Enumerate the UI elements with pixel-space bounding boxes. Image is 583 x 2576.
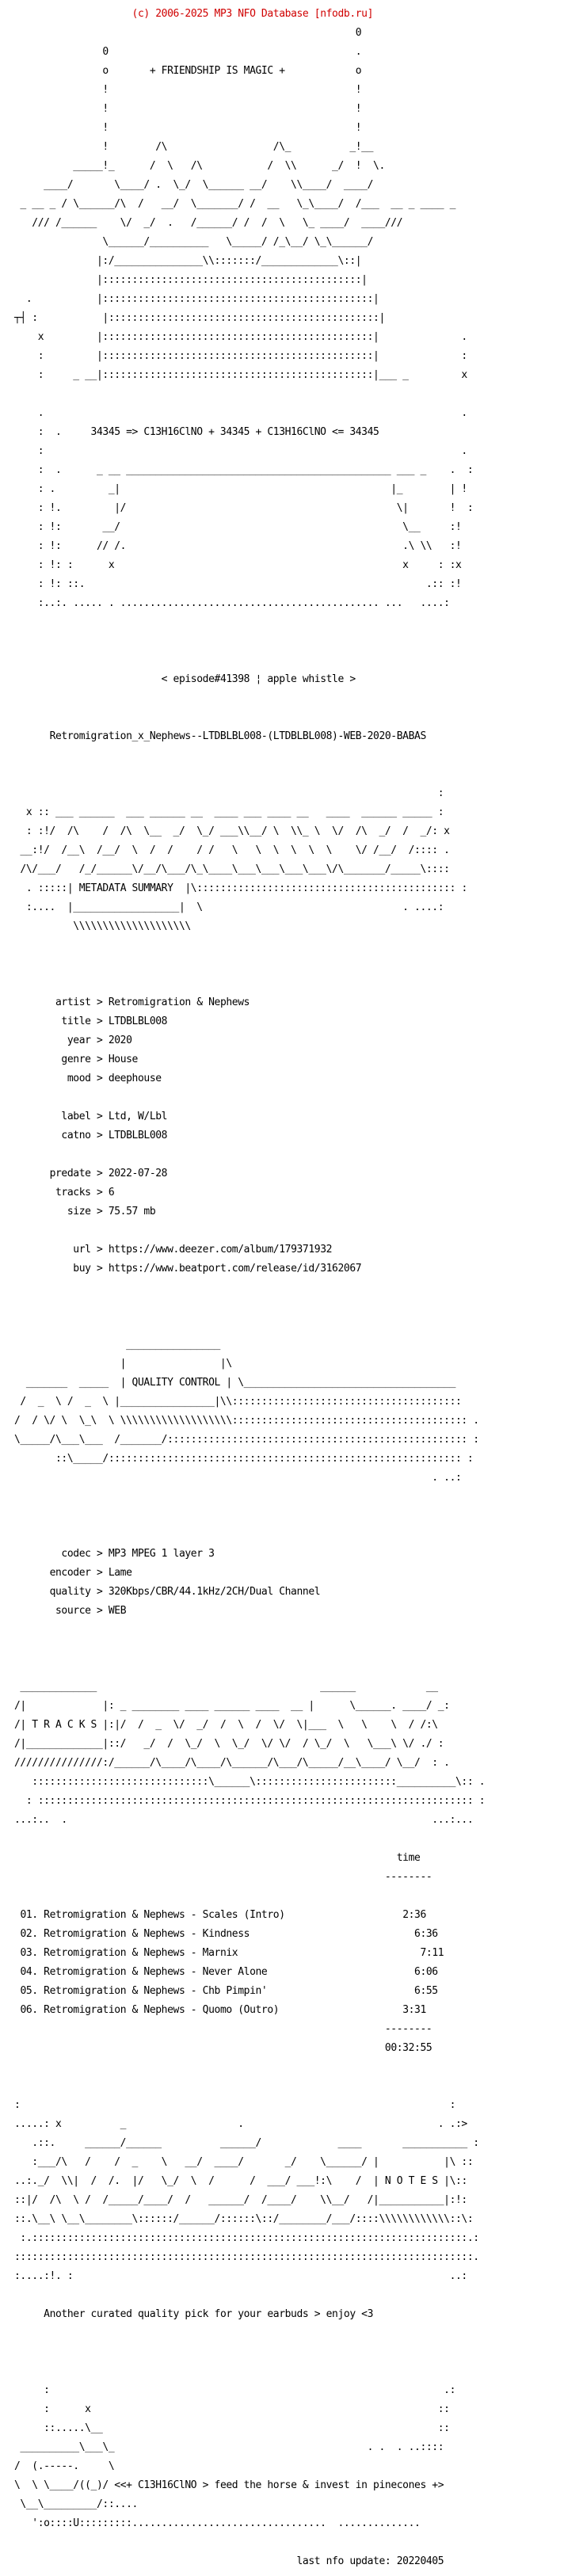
- metadata-art: x :: ___ ______ ___ ______ __ ____ ___ ____ __ ____ ______ _____ :: [14, 806, 444, 818]
- spacer: [14, 2367, 485, 2376]
- release-name-line: [14, 732, 485, 741]
- banner-art: ! !: [14, 122, 362, 134]
- spacer: [14, 2291, 485, 2300]
- tracks-art: ...:.. . ...:...: [14, 1814, 474, 1826]
- track-row: [14, 2006, 485, 2015]
- notes-art: ::.\__\ \__\________\::::::/______/::::::\::/________/___/::::\\\\\\\\\\\\::\:: [14, 2213, 474, 2225]
- spacer: [14, 1492, 485, 1502]
- notes-art: :.::::::::::::::::::::::::::::::::::::::::::::::::::::::::::::::::::::::::::.:: [14, 2232, 479, 2244]
- quality-quality-value: quality > 320Kbps/CBR/44.1kHz/2CH/Dual Channel: [49, 1586, 321, 1598]
- track-time: 6:06: [414, 1966, 438, 1978]
- footer-art: \__\_________/::....: [14, 2498, 138, 2510]
- meta-mood-value: mood > deephouse: [67, 1073, 162, 1084]
- track-row: [14, 1949, 485, 1958]
- track-time: 6:55: [414, 1985, 438, 1997]
- banner-art: : . _ __ _____________________________________________ ___ _ . :: [14, 464, 474, 476]
- metadata-art: : :!/ /\ / /\ \__ _/ \_/ ___\\__/ \ \\_ \ \/ /\ _/ / _/: x: [14, 825, 450, 837]
- meta-url-value: url > https://www.deezer.com/album/179371932: [73, 1244, 333, 1256]
- banner-art: :..:. ..... . ............................................ ... ....:: [14, 597, 450, 609]
- track-time: 7:11: [420, 1947, 444, 1959]
- banner-art: 0 .: [14, 46, 362, 58]
- spacer: [14, 694, 485, 703]
- meta-mood: [14, 1074, 485, 1084]
- footer-art: ':o::::U:::::::::................................. ..............: [14, 2517, 421, 2529]
- banner-art: \______/__________ \_____/ /_\__/ \_\______/: [14, 236, 374, 248]
- spacer: [14, 2082, 485, 2091]
- spacer: [14, 656, 485, 665]
- tracks-art: : :::::::::::::::::::::::::::::::::::::::::::::::::::::::::::::::::::::::::: :: [14, 1795, 486, 1807]
- meta-url: [14, 1245, 485, 1255]
- banner-art: : !: // /. .\ \\ :!: [14, 540, 462, 552]
- tracks-art: /|_____________|::/ _/ / \_/ \ \_/ \/ \/ / \_/ \ \___\ \/ ./ :: [14, 1738, 444, 1750]
- banner-formula-line: : . 34345 => C13H16ClNO + 34345 + C13H16ClNO <= 34345: [14, 426, 379, 438]
- spacer: [14, 713, 485, 722]
- meta-predate-value: predate > 2022-07-28: [49, 1168, 168, 1179]
- quality-heading: QUALITY CONTROL: [131, 1377, 220, 1389]
- banner-art: |:/_______________\\:::::::/_____________\::|: [14, 255, 362, 267]
- track-row: [14, 1968, 485, 1977]
- meta-genre: [14, 1055, 485, 1065]
- tracks-total-line: [14, 2044, 485, 2053]
- banner-formula: 34345 => C13H16ClNO + 34345 + C13H16ClNO <= 34345: [90, 426, 379, 438]
- notes-text: Another curated quality pick for your earbuds > enjoy <3: [44, 2308, 374, 2320]
- spacer: [14, 2063, 485, 2072]
- tracks-heading: T R A C K S: [32, 1719, 97, 1731]
- spacer: [14, 751, 485, 760]
- spacer: [14, 1226, 485, 1236]
- banner-art: |::::::::::::::::::::::::::::::::::::::::::::|: [14, 274, 368, 286]
- track-row: [14, 1911, 485, 1920]
- tracks-art: ///////////////:/______/\____/\____/\______/\___/\_____/__\____/ \__/ : .: [14, 1757, 450, 1769]
- track-line: 01. Retromigration & Nephews - Scales (Intro): [20, 1909, 285, 1921]
- notes-box-line: ..:._/ \\| / /. |/ \_/ \ / / ___/ ___!:\ / | N O T E S |\::: [14, 2175, 467, 2187]
- metadata-art: :.... |__________________| \ . ....:: [14, 901, 444, 913]
- spacer: [14, 1625, 485, 1635]
- banner-art: : !: ::. .:: :!: [14, 578, 462, 590]
- quality-art: / / \/ \ \_\ \ \\\\\\\\\\\\\\\\\\\:::::::::::::::::::::::::::::::::::::::: .: [14, 1415, 479, 1427]
- spacer: [14, 1093, 485, 1103]
- banner-art: _ __ _ / \______/\ / __/ \_______/ / __ \_\____/ /___ __ _ ____ _: [14, 198, 455, 210]
- spacer: [14, 1150, 485, 1160]
- tracks-time-header-line: [14, 1854, 485, 1863]
- meta-tracks: [14, 1188, 485, 1198]
- banner-tagline: + FRIENDSHIP IS MAGIC +: [149, 65, 285, 77]
- meta-artist: [14, 998, 485, 1008]
- quality-encoder: [14, 1568, 485, 1578]
- quality-art: | |\: [14, 1358, 232, 1370]
- spacer: [14, 979, 485, 989]
- quality-box-line: _______ _____ | QUALITY CONTROL | \____________________________________: [14, 1377, 462, 1389]
- spacer: [14, 1283, 485, 1293]
- meta-catno-value: catno > LTDBLBL008: [61, 1130, 168, 1141]
- meta-title-value: title > LTDBLBL008: [61, 1016, 168, 1027]
- copyright-text: (c) 2006-2025 MP3 NFO Database [nfodb.ru]: [131, 8, 374, 20]
- metadata-box-line: . :::::| METADATA SUMMARY |\:::::::::::::::::::::::::::::::::::::::::::: :: [14, 882, 467, 894]
- banner-art: : .: [14, 445, 467, 457]
- quality-encoder-value: encoder > Lame: [49, 1567, 132, 1579]
- meta-label-value: label > Ltd, W/Lbl: [61, 1111, 168, 1122]
- footer-update-line: [14, 2557, 485, 2566]
- meta-artist-value: artist > Retromigration & Nephews: [55, 996, 250, 1008]
- banner-art: . |::::::::::::::::::::::::::::::::::::::::::::::|: [14, 293, 379, 305]
- spacer: [14, 1321, 485, 1331]
- meta-genre-value: genre > House: [61, 1054, 138, 1065]
- spacer: [14, 2538, 485, 2547]
- banner-art: 0: [14, 27, 362, 39]
- metadata-art: /\/___/ /_/______\/__/\___/\_\____\___\___\___\___\/\_______/_____\::::: [14, 863, 450, 875]
- footer-art: / (.-----. \: [14, 2460, 115, 2472]
- meta-size-value: size > 75.57 mb: [67, 1206, 156, 1218]
- episode-line: [14, 675, 485, 684]
- spacer: [14, 1302, 485, 1312]
- notes-art: : :: [14, 2099, 455, 2111]
- track-line: 06. Retromigration & Nephews - Quomo (Outro): [20, 2004, 280, 2016]
- footer-art: ::.....\__ ::: [14, 2422, 450, 2434]
- notes-text-line: [14, 2310, 485, 2319]
- meta-catno: [14, 1131, 485, 1141]
- banner-art: : !: : x x : :x: [14, 559, 462, 571]
- metadata-art: __:!/ /__\ /__/ \ / / / / \ \ \ \ \ \ \/ /__/ /:::: .: [14, 844, 450, 856]
- episode-label: < episode#41398 ¦ apple whistle >: [161, 673, 356, 685]
- last-update: last nfo update: 20220405: [296, 2555, 444, 2567]
- quality-art: / _ \ / _ \ |________________|\\:::::::::::::::::::::::::::::::::::::::: [14, 1396, 462, 1408]
- banner-art: x |::::::::::::::::::::::::::::::::::::::::::::::| .: [14, 331, 467, 343]
- metadata-art: :: [14, 787, 444, 799]
- meta-tracks-value: tracks > 6: [55, 1187, 115, 1198]
- metadata-art: \\\\\\\\\\\\\\\\\\\\: [14, 920, 191, 932]
- footer-art: : x ::: [14, 2403, 450, 2415]
- tracks-box-line: /| T R A C K S |:|/ / _ \/ _/ / \ / \/ \|___ \ \ \ / /:\: [14, 1719, 438, 1731]
- track-row: [14, 1930, 485, 1939]
- banner-art: : _ __|::::::::::::::::::::::::::::::::::::::::::::::|___ _ x: [14, 369, 467, 381]
- quality-codec-value: codec > MP3 MPEG 1 layer 3: [61, 1548, 215, 1560]
- spacer: [14, 618, 485, 627]
- banner-tagline-line: o + FRIENDSHIP IS MAGIC + o: [14, 65, 362, 77]
- track-line: 03. Retromigration & Nephews - Marnix: [20, 1947, 238, 1959]
- footer-slogan: <<+ C13H16ClNO > feed the horse & invest in pinecones +>: [114, 2479, 444, 2491]
- spacer: [14, 2329, 485, 2338]
- meta-buy: [14, 1264, 485, 1274]
- meta-label: [14, 1112, 485, 1122]
- notes-heading: N O T E S: [384, 2175, 438, 2187]
- tracks-divider: --------: [14, 1871, 432, 1883]
- notes-art: :___/\ / / _ \ __/ ____/ _/ \______/ | |\ ::: [14, 2156, 474, 2168]
- spacer: [14, 960, 485, 970]
- banner-art: . .: [14, 407, 467, 419]
- metadata-heading: METADATA SUMMARY: [78, 882, 173, 894]
- spacer: [14, 1530, 485, 1540]
- release-name: Retromigration_x_Nephews--LTDBLBL008-(LTDBLBL008)-WEB-2020-BABAS: [49, 730, 426, 742]
- spacer: [14, 941, 485, 951]
- banner-art: : !. |/ \| ! :: [14, 502, 474, 514]
- notes-art: .::. ______/______ ______/ ____ ___________ :: [14, 2137, 479, 2149]
- spacer: [14, 1663, 485, 1673]
- tracks-art: _____________ ______ __: [14, 1681, 438, 1693]
- banner-art: _____!_ / \ /\ / \\ _/ ! \.: [14, 160, 385, 172]
- banner-art: ! !: [14, 103, 362, 115]
- meta-year-value: year > 2020: [67, 1035, 132, 1046]
- quality-art: ________________: [14, 1339, 220, 1351]
- copyright-line: [14, 10, 485, 19]
- notes-art: :....:!. : ..:: [14, 2270, 467, 2282]
- track-time: 2:36: [402, 1909, 426, 1921]
- footer-art: __________\___\_ . . . ..::::: [14, 2441, 444, 2453]
- track-time: 6:36: [414, 1928, 438, 1940]
- meta-size: [14, 1207, 485, 1217]
- nfo-body: [14, 0, 485, 2576]
- banner-art: /// /______ \/ _/ . /______/ / / \ \_ ____/ ____///: [14, 217, 403, 229]
- quality-source-value: source > WEB: [55, 1605, 127, 1617]
- quality-art: . ..:: [14, 1472, 462, 1484]
- notes-art: .....: x _ . . .:>: [14, 2118, 467, 2130]
- meta-title: [14, 1017, 485, 1027]
- spacer: [14, 1511, 485, 1521]
- footer-slogan-line: \ \ \____/((_)/ <<+ C13H16ClNO > feed the horse & invest in pinecones +>: [14, 2479, 444, 2491]
- tracks-art: ::::::::::::::::::::::::::::::\______\::::::::::::::::::::::::__________\:: .: [14, 1776, 486, 1788]
- tracks-total: 00:32:55: [384, 2042, 432, 2054]
- tracks-divider: --------: [14, 2023, 432, 2035]
- quality-art: \_____/\___\___ /_______/::::::::::::::::::::::::::::::::::::::::::::::::::: :: [14, 1434, 479, 1446]
- banner-art: : !: __/ \__ :!: [14, 521, 462, 533]
- track-row: [14, 1987, 485, 1996]
- track-time: 3:31: [402, 2004, 426, 2016]
- tracks-art: /| |: _ ________ ____ ______ ____ __ | \______. ____/ _:: [14, 1700, 450, 1712]
- spacer: [14, 2348, 485, 2357]
- quality-source: [14, 1606, 485, 1616]
- spacer: [14, 1644, 485, 1654]
- notes-art: ::::::::::::::::::::::::::::::::::::::::::::::::::::::::::::::::::::::::::::::.: [14, 2251, 479, 2263]
- footer-art: : .:: [14, 2384, 455, 2396]
- track-line: 05. Retromigration & Nephews - Chb Pimpin': [20, 1985, 268, 1997]
- spacer: [14, 1835, 485, 1844]
- meta-year: [14, 1036, 485, 1046]
- spacer: [14, 770, 485, 779]
- meta-buy-value: buy > https://www.beatport.com/release/id/3162067: [73, 1263, 362, 1275]
- banner-art: ┬┤ : |::::::::::::::::::::::::::::::::::::::::::::::|: [14, 312, 385, 324]
- quality-art: ::\_____/:::::::::::::::::::::::::::::::::::::::::::::::::::::::::::: :: [14, 1453, 474, 1465]
- tracks-time-header: time: [396, 1852, 421, 1864]
- banner-art: [14, 390, 485, 399]
- meta-predate: [14, 1169, 485, 1179]
- banner-art: ____/ \____/ . \_/ \______ __/ \\____/ ____/: [14, 179, 379, 191]
- notes-art: ::|/ /\ \ / /_____/____/ / ______/ /____/ \\__/ /|___________|:!:: [14, 2194, 467, 2206]
- banner-art: : . _| |_ | !: [14, 483, 467, 495]
- track-line: 02. Retromigration & Nephews - Kindness: [20, 1928, 250, 1940]
- banner-art: : |::::::::::::::::::::::::::::::::::::::::::::::| :: [14, 350, 467, 362]
- track-line: 04. Retromigration & Nephews - Never Alone: [20, 1966, 268, 1978]
- quality-quality: [14, 1587, 485, 1597]
- spacer: [14, 637, 485, 646]
- quality-codec: [14, 1549, 485, 1559]
- banner-art: ! !: [14, 84, 362, 96]
- spacer: [14, 1892, 485, 1901]
- banner-art: ! /\ /\_ _!__: [14, 141, 374, 153]
